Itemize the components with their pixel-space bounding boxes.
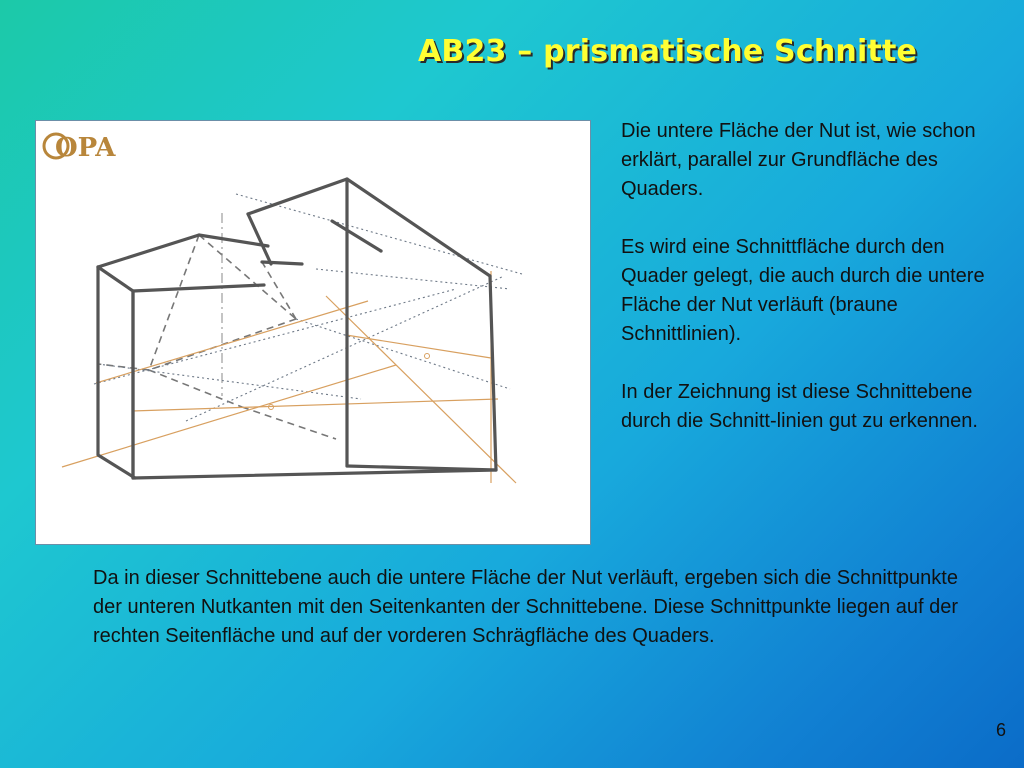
side-paragraph: In der Zeichnung ist diese Schnittebene durch die Schnitt-linien gut zu erkennen. [621, 381, 978, 432]
side-explanation [621, 117, 996, 436]
bottom-paragraph: Da in dieser Schnittebene auch die untere Fläche der Nut verläuft, ergeben sich die Schnittpunkte der unteren Nutkanten mit den Seitenkanten der Schnittebene. Diese Schnittpunkte liegen auf der rechten Seitenfläche und auf der vorderen Schrägfläche des Quaders. [93, 567, 959, 647]
visible-edges [98, 179, 496, 478]
side-paragraph: Die untere Fläche der Nut ist, wie schon erklärt, parallel zur Grundfläche des Quaders. [621, 120, 976, 200]
dotted-extensions [94, 194, 522, 421]
prism-drawing-svg [36, 121, 590, 544]
side-paragraph: Es wird eine Schnittfläche durch den Quader gelegt, die auch durch die untere Fläche der Nut verläuft (braune Schnittlinien). [621, 236, 985, 345]
page-number: 6 [996, 720, 1007, 740]
prism-section-drawing [36, 121, 590, 544]
logo-text: OPA [55, 133, 116, 163]
bottom-explanation [93, 564, 973, 651]
opa-logo [44, 133, 116, 163]
section-lines [62, 271, 516, 483]
intersection-points [269, 354, 430, 410]
slide-title: AB23 – prismatische Schnitte [418, 34, 918, 69]
